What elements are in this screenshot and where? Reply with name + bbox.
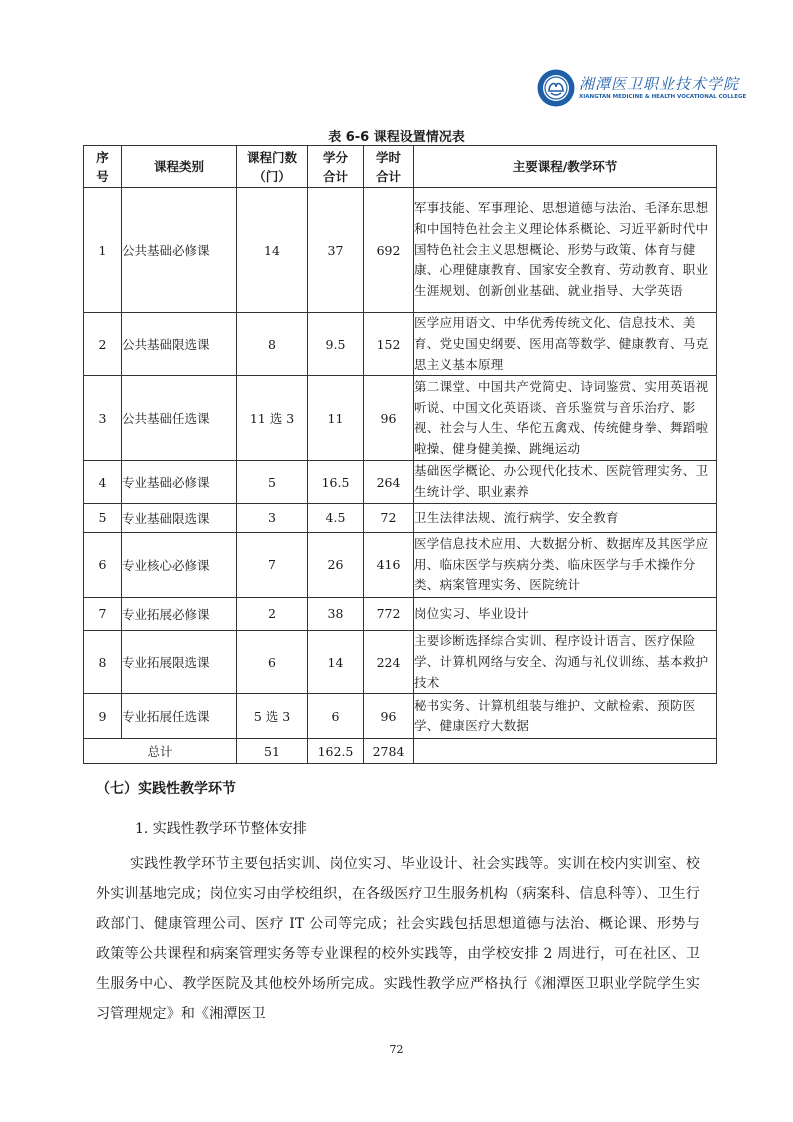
cell-count: 5 — [237, 461, 308, 504]
cell-credits: 26 — [308, 532, 364, 597]
cell-hours: 96 — [364, 694, 414, 739]
cell-count: 11 选 3 — [237, 376, 308, 461]
cell-courses: 医学应用语文、中华优秀传统文化、信息技术、美育、党史国史纲要、医用高等数学、健康教育、马克思主义基本原理 — [414, 313, 717, 376]
logo-english-name: XIANGTAN MEDICINE & HEALTH VOCATIONAL COLLEGE — [579, 94, 747, 100]
cell-courses: 岗位实习、毕业设计 — [414, 597, 717, 630]
cell-courses: 医学信息技术应用、大数据分析、数据库及其医学应用、临床医学与疾病分类、临床医学与手术操作分类、病案管理实务、医院统计 — [414, 532, 717, 597]
table-row — [84, 461, 717, 504]
cell-courses: 军事技能、军事理论、思想道德与法治、毛泽东思想和中国特色社会主义理论体系概论、习近平新时代中国特色社会主义思想概论、形势与政策、体育与健康、心理健康教育、国家安全教育、劳动教育、职业生涯规划、创新创业基础、就业指导、大学英语 — [414, 188, 717, 313]
cell-hours: 772 — [364, 597, 414, 630]
total-count: 51 — [237, 739, 308, 764]
cell-count: 3 — [237, 503, 308, 532]
cell-category: 专业基础限选课 — [122, 503, 237, 532]
cell-credits: 11 — [308, 376, 364, 461]
college-seal-icon — [537, 69, 575, 107]
cell-credits: 6 — [308, 694, 364, 739]
cell-no: 9 — [84, 694, 122, 739]
table-row — [84, 313, 717, 376]
cell-category: 专业拓展必修课 — [122, 597, 237, 630]
table-row — [84, 694, 717, 739]
table-row — [84, 532, 717, 597]
cell-no: 5 — [84, 503, 122, 532]
cell-category: 公共基础任选课 — [122, 376, 237, 461]
course-table — [83, 145, 717, 764]
cell-courses: 卫生法律法规、流行病学、安全教育 — [414, 503, 717, 532]
cell-credits: 37 — [308, 188, 364, 313]
cell-courses: 秘书实务、计算机组装与维护、文献检索、预防医学、健康医疗大数据 — [414, 694, 717, 739]
cell-courses: 第二课堂、中国共产党简史、诗词鉴赏、实用英语视听说、中国文化英语谈、音乐鉴赏与音乐治疗、影视、社会与人生、华佗五禽戏、传统健身拳、舞蹈啦啦操、健身健美操、跳绳运动 — [414, 376, 717, 461]
cell-hours: 224 — [364, 630, 414, 693]
body-paragraph: 实践性教学环节主要包括实训、岗位实习、毕业设计、社会实践等。实训在校内实训室、校外实训基地完成；岗位实习由学校组织，在各级医疗卫生服务机构（病案科、信息科等）、卫生行政部门、健康管理公司、医疗 IT 公司等完成；社会实践包括思想道德与法治、概论课、形势与政策等公共课程和病案管理实务等专业课程的校外实践等，由学校安排 2 周进行，可在社区、卫生服务中心、教学医院及其他校外场所完成。实践性教学应严格执行《湘潭医卫职业学院学生实习管理规定》和《湘潭医卫 — [96, 856, 700, 1022]
cell-category: 专业拓展限选课 — [122, 630, 237, 693]
cell-no: 4 — [84, 461, 122, 504]
table-header-row — [84, 146, 717, 188]
cell-count: 14 — [237, 188, 308, 313]
table-caption: 表 6-6 课程设置情况表 — [328, 130, 465, 145]
cell-hours: 96 — [364, 376, 414, 461]
cell-no: 1 — [84, 188, 122, 313]
header-credits: 学分 合计 — [308, 146, 364, 188]
table-total-row — [84, 739, 717, 764]
cell-count: 5 选 3 — [237, 694, 308, 739]
subsection-heading: 1. 实践性教学环节整体安排 — [135, 821, 307, 837]
cell-courses: 主要诊断选择综合实训、程序设计语言、医疗保险学、计算机网络与安全、沟通与礼仪训练、基本救护技术 — [414, 630, 717, 693]
cell-credits: 14 — [308, 630, 364, 693]
table-row — [84, 597, 717, 630]
cell-credits: 4.5 — [308, 503, 364, 532]
cell-no: 2 — [84, 313, 122, 376]
table-row — [84, 376, 717, 461]
cell-credits: 38 — [308, 597, 364, 630]
college-logo — [537, 69, 747, 109]
cell-no: 7 — [84, 597, 122, 630]
header-count: 课程门数 （门） — [237, 146, 308, 188]
cell-category: 专业基础必修课 — [122, 461, 237, 504]
cell-courses: 基础医学概论、办公现代化技术、医院管理实务、卫生统计学、职业素养 — [414, 461, 717, 504]
cell-category: 公共基础必修课 — [122, 188, 237, 313]
cell-hours: 416 — [364, 532, 414, 597]
cell-no: 3 — [84, 376, 122, 461]
cell-category: 专业核心必修课 — [122, 532, 237, 597]
cell-hours: 692 — [364, 188, 414, 313]
total-courses — [414, 739, 717, 764]
cell-count: 8 — [237, 313, 308, 376]
table-row — [84, 188, 717, 313]
header-hours: 学时 合计 — [364, 146, 414, 188]
header-no: 序 号 — [84, 146, 122, 188]
header-category: 课程类别 — [122, 146, 237, 188]
table-row — [84, 630, 717, 693]
cell-credits: 16.5 — [308, 461, 364, 504]
total-label: 总计 — [84, 739, 237, 764]
cell-count: 6 — [237, 630, 308, 693]
page-number: 72 — [389, 1043, 404, 1056]
cell-hours: 264 — [364, 461, 414, 504]
cell-no: 8 — [84, 630, 122, 693]
cell-no: 6 — [84, 532, 122, 597]
cell-hours: 152 — [364, 313, 414, 376]
total-hours: 2784 — [364, 739, 414, 764]
logo-chinese-name: 湘潭医卫职业技术学院 — [579, 75, 740, 93]
total-credits: 162.5 — [308, 739, 364, 764]
cell-count: 7 — [237, 532, 308, 597]
cell-hours: 72 — [364, 503, 414, 532]
cell-credits: 9.5 — [308, 313, 364, 376]
section-heading: （七）实践性教学环节 — [96, 781, 236, 797]
cell-count: 2 — [237, 597, 308, 630]
cell-category: 专业拓展任选课 — [122, 694, 237, 739]
header-courses: 主要课程/教学环节 — [414, 146, 717, 188]
table-row — [84, 503, 717, 532]
cell-category: 公共基础限选课 — [122, 313, 237, 376]
